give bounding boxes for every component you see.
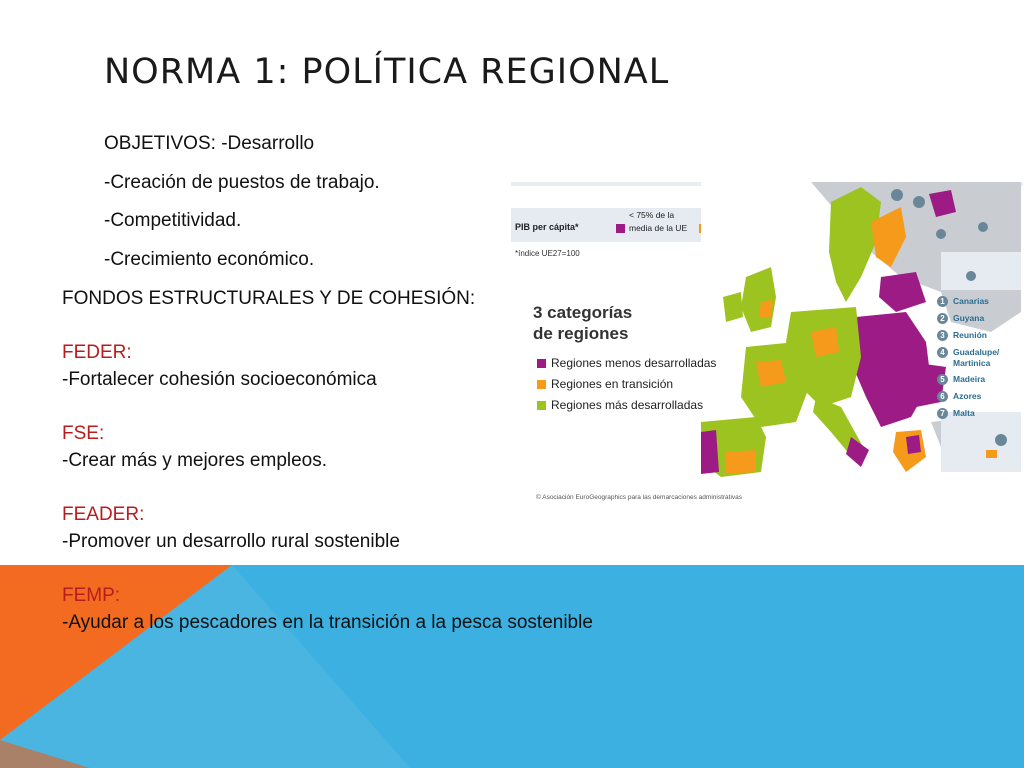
region-item bbox=[937, 408, 975, 419]
region-number: 3 bbox=[937, 330, 948, 341]
region-name: Malta bbox=[953, 408, 975, 418]
region-name-line2: Martinica bbox=[953, 358, 991, 368]
category-swatch-purple bbox=[537, 359, 546, 368]
map-ireland bbox=[723, 292, 743, 322]
eu-regions-map bbox=[511, 182, 1023, 505]
objective-line: -Competitividad. bbox=[104, 210, 242, 231]
category-transition bbox=[537, 377, 673, 391]
fund-desc-fse: -Crear más y mejores empleos. bbox=[62, 450, 328, 471]
fund-name-femp: FEMP: bbox=[62, 585, 121, 606]
fund-name-fse: FSE: bbox=[62, 423, 105, 444]
region-item bbox=[937, 330, 987, 341]
category-label: Regiones más desarrolladas bbox=[551, 398, 704, 412]
fund-name-feader: FEADER: bbox=[62, 504, 145, 525]
legend-text-below-75: < 75% de la bbox=[629, 210, 675, 220]
region-number: 5 bbox=[937, 374, 948, 385]
region-number: 7 bbox=[937, 408, 948, 419]
legend-swatch-purple bbox=[616, 224, 625, 233]
pib-label: PIB per cápita* bbox=[515, 222, 579, 232]
objective-line: -Crecimiento económico. bbox=[104, 249, 315, 270]
fund-desc-feader: -Promover un desarrollo rural sostenible bbox=[62, 531, 400, 552]
region-item bbox=[937, 347, 999, 368]
map-uk-transition bbox=[759, 300, 773, 317]
map-spain-south bbox=[726, 450, 756, 474]
region-number: 4 bbox=[937, 347, 948, 358]
region-name: Azores bbox=[953, 391, 982, 401]
category-more-developed bbox=[537, 398, 703, 412]
pib-note: *índice UE27=100 bbox=[515, 249, 580, 258]
map-portugal bbox=[701, 430, 719, 474]
region-item bbox=[937, 391, 981, 402]
map-greece-inner bbox=[906, 435, 921, 454]
region-item bbox=[937, 374, 985, 385]
region-item bbox=[937, 313, 984, 324]
region-name: Guadalupe/ bbox=[953, 347, 1000, 357]
category-swatch-green bbox=[537, 401, 546, 410]
map-central-transition bbox=[811, 327, 839, 357]
map-copyright: © Asociación EuroGeographics para las demarcaciones administrativas bbox=[536, 494, 743, 501]
category-less-developed bbox=[537, 356, 716, 370]
fund-name-feder: FEDER: bbox=[62, 342, 132, 363]
legend-text-below-75-line2: media de la UE bbox=[629, 223, 688, 233]
fund-desc-feder: -Fortalecer cohesión socioeconómica bbox=[62, 369, 377, 390]
region-name: Madeira bbox=[953, 374, 986, 384]
region-name: Guyana bbox=[953, 313, 985, 323]
categories-title-line2: de regiones bbox=[533, 324, 629, 343]
funds-heading: FONDOS ESTRUCTURALES Y DE COHESIÓN: bbox=[62, 288, 476, 309]
region-item bbox=[937, 296, 989, 307]
region-number: 2 bbox=[937, 313, 948, 324]
objective-line: -Creación de puestos de trabajo. bbox=[104, 172, 380, 193]
region-name: Canarias bbox=[953, 296, 989, 306]
region-number: 1 bbox=[937, 296, 948, 307]
category-swatch-orange bbox=[537, 380, 546, 389]
fund-desc-femp: -Ayudar a los pescadores en la transición a la pesca sostenible bbox=[62, 612, 593, 633]
categories-title-line1: 3 categorías bbox=[533, 303, 633, 322]
slide-title: NORMA 1: POLÍTICA REGIONAL bbox=[104, 52, 670, 92]
region-name: Reunión bbox=[953, 330, 987, 340]
categories-title bbox=[533, 302, 632, 344]
region-number: 6 bbox=[937, 391, 948, 402]
category-label: Regiones en transición bbox=[551, 377, 674, 391]
objective-line: OBJETIVOS: -Desarrollo bbox=[104, 133, 315, 154]
category-label: Regiones menos desarrolladas bbox=[551, 356, 717, 370]
